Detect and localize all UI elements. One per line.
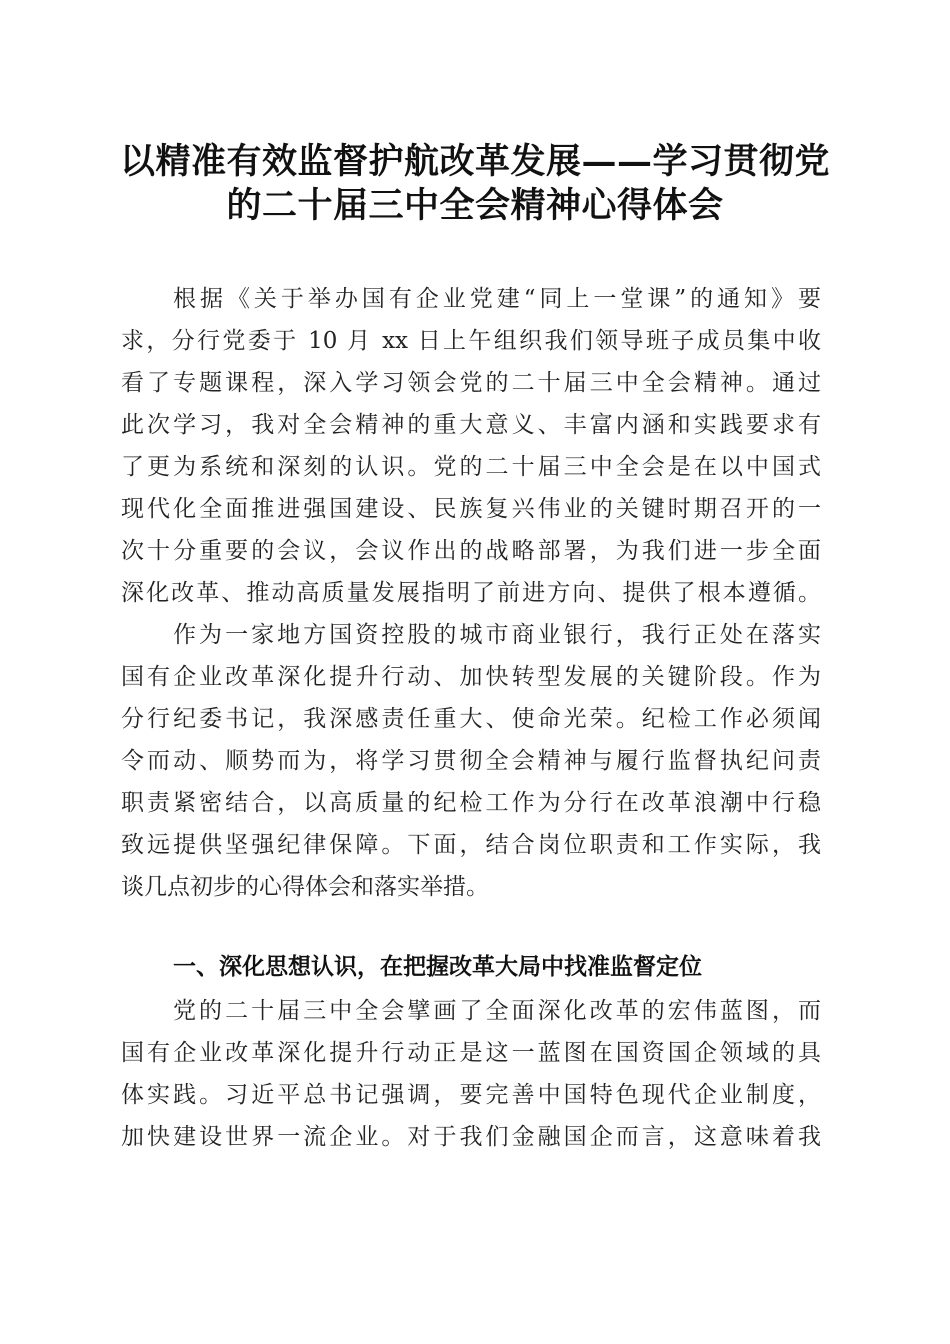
paragraph-1-line-4: 此次学习，我对全会精神的重大意义、丰富内涵和实践要求有	[121, 412, 821, 438]
paragraph-2-line-7: 谈几点初步的心得体会和落实举措。	[121, 874, 489, 900]
paragraph-3-line-1: 党的二十届三中全会擘画了全面深化改革的宏伟蓝图，而	[173, 998, 821, 1024]
paragraph-1-line-3: 看了专题课程，深入学习领会党的二十届三中全会精神。通过	[121, 370, 821, 396]
paragraph-2-line-6: 致远提供坚强纪律保障。下面，结合岗位职责和工作实际，我	[121, 832, 821, 858]
document-title-line-1: 以精准有效监督护航改革发展——学习贯彻党	[119, 141, 830, 182]
document-title-line-2: 的二十届三中全会精神心得体会	[226, 185, 724, 226]
paragraph-3-line-4: 加快建设世界一流企业。对于我们金融国企而言，这意味着我	[121, 1124, 821, 1150]
paragraph-2-line-2: 国有企业改革深化提升行动、加快转型发展的关键阶段。作为	[121, 664, 821, 690]
paragraph-1-line-7: 次十分重要的会议，会议作出的战略部署，为我们进一步全面	[121, 538, 821, 564]
paragraph-1-line-5: 了更为系统和深刻的认识。党的二十届三中全会是在以中国式	[121, 454, 821, 480]
paragraph-2-line-4: 令而动、顺势而为，将学习贯彻全会精神与履行监督执纪问责	[121, 748, 821, 774]
paragraph-2-line-3: 分行纪委书记，我深感责任重大、使命光荣。纪检工作必须闻	[121, 706, 821, 732]
paragraph-3-line-2: 国有企业改革深化提升行动正是这一蓝图在国资国企领域的具	[121, 1040, 821, 1066]
paragraph-1-line-6: 现代化全面推进强国建设、民族复兴伟业的关键时期召开的一	[121, 496, 821, 522]
paragraph-1-line-1: 根据《关于举办国有企业党建“同上一堂课”的通知》要	[173, 286, 821, 312]
paragraph-2-line-5: 职责紧密结合，以高质量的纪检工作为分行在改革浪潮中行稳	[121, 790, 821, 816]
paragraph-3-line-3: 体实践。习近平总书记强调，要完善中国特色现代企业制度，	[121, 1082, 821, 1108]
paragraph-2-line-1: 作为一家地方国资控股的城市商业银行，我行正处在落实	[173, 622, 821, 648]
paragraph-1-line-2: 求，分行党委于 10 月 xx 日上午组织我们领导班子成员集中收	[121, 328, 821, 354]
paragraph-1-line-8: 深化改革、推动高质量发展指明了前进方向、提供了根本遵循。	[121, 580, 821, 606]
section-1-heading: 一、深化思想认识，在把握改革大局中找准监督定位	[173, 954, 702, 980]
